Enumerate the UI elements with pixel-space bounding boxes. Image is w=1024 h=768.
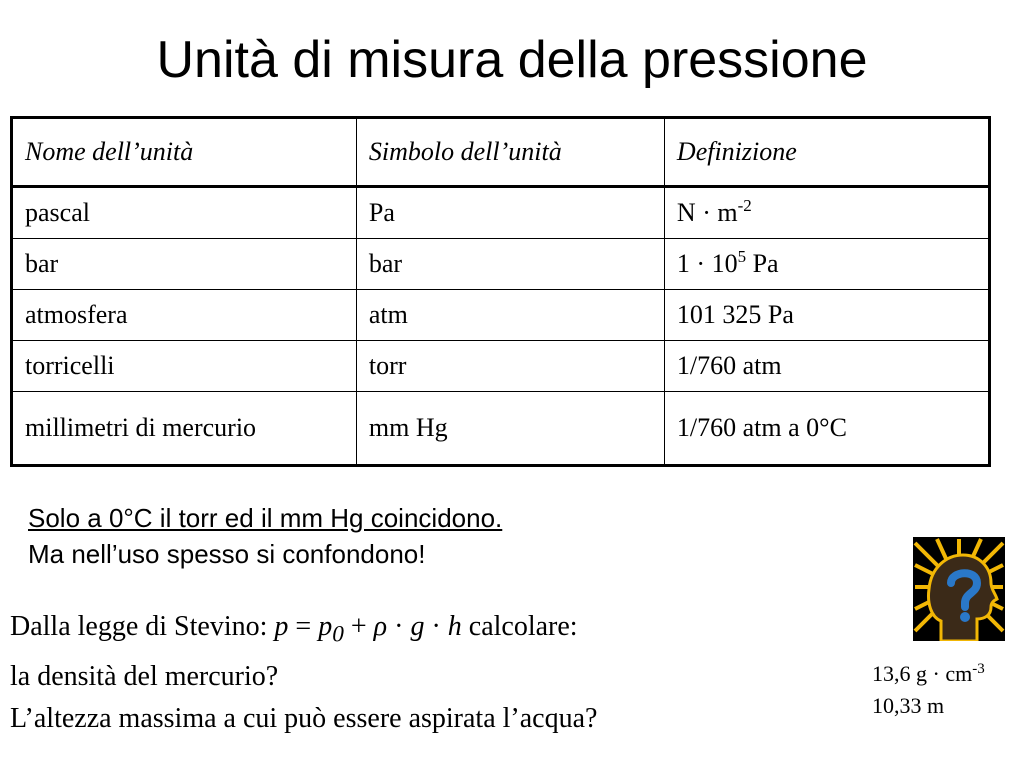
header-definition: Definizione bbox=[664, 118, 989, 187]
answer-1 bbox=[872, 658, 985, 690]
formula-p0-subscript-text: 0 bbox=[332, 621, 344, 648]
unit-symbol: torr bbox=[356, 341, 664, 392]
unit-definition bbox=[664, 290, 989, 341]
formula-equals: = bbox=[288, 611, 319, 642]
unit-name: bar bbox=[12, 239, 357, 290]
table-row bbox=[12, 239, 990, 290]
header-name: Nome dell’unità bbox=[12, 118, 357, 187]
note-line-2: Ma nell’uso spesso si confondono! bbox=[28, 539, 426, 569]
stevino-formula bbox=[274, 611, 462, 648]
formula-p: p bbox=[274, 611, 289, 642]
formula-dot-1: · bbox=[387, 611, 411, 642]
question-block bbox=[10, 606, 597, 740]
answer-2: 10,33 m bbox=[872, 693, 945, 718]
unit-name: atmosfera bbox=[12, 290, 357, 341]
table-row bbox=[12, 187, 990, 239]
definition-exponent: 5 bbox=[737, 247, 747, 266]
definition-exponent: -2 bbox=[737, 196, 752, 215]
table-row bbox=[12, 290, 990, 341]
unit-definition bbox=[664, 392, 989, 466]
table-row bbox=[12, 392, 990, 466]
definition-base: 1 · 10 bbox=[676, 249, 738, 278]
unit-definition bbox=[664, 239, 989, 290]
definition-base: N · m bbox=[676, 198, 738, 227]
question-line-3: L’altezza massima a cui può essere aspirata l’acqua? bbox=[10, 702, 598, 734]
table-header-row bbox=[12, 118, 990, 187]
note-block bbox=[28, 500, 502, 572]
question-head-graphic bbox=[913, 537, 1005, 641]
answer-1-exponent: -3 bbox=[972, 661, 985, 677]
unit-definition bbox=[664, 341, 989, 392]
table-row bbox=[12, 341, 990, 392]
formula-rho: ρ bbox=[373, 611, 388, 642]
formula-p0: p bbox=[318, 611, 333, 642]
definition-base: 1/760 atm bbox=[676, 351, 782, 380]
units-table bbox=[10, 116, 991, 467]
answers-block bbox=[872, 658, 985, 722]
slide-title: Unità di misura della pressione bbox=[156, 31, 868, 89]
formula-g: g bbox=[410, 611, 425, 642]
header-symbol: Simbolo dell’unità bbox=[356, 118, 664, 187]
unit-name: millimetri di mercurio bbox=[12, 392, 357, 466]
unit-symbol: bar bbox=[356, 239, 664, 290]
definition-base: 1/760 atm a 0°C bbox=[676, 413, 847, 442]
unit-symbol: mm Hg bbox=[356, 392, 664, 466]
formula-dot-2: · bbox=[424, 611, 448, 642]
formula-h: h bbox=[447, 611, 462, 642]
question-intro: Dalla legge di Stevino: bbox=[10, 611, 275, 642]
formula-p0-subscript bbox=[332, 622, 344, 648]
formula-plus: + bbox=[343, 611, 374, 642]
definition-tail: Pa bbox=[746, 249, 779, 278]
question-line-1 bbox=[10, 606, 597, 656]
answer-1-base: 13,6 g · cm bbox=[872, 661, 973, 686]
unit-name: pascal bbox=[12, 187, 357, 239]
unit-symbol: Pa bbox=[356, 187, 664, 239]
unit-name: torricelli bbox=[12, 341, 357, 392]
unit-definition bbox=[664, 187, 989, 239]
note-line-1: Solo a 0°C il torr ed il mm Hg coincidono. bbox=[28, 503, 503, 533]
question-line-2: la densità del mercurio? bbox=[10, 660, 279, 692]
definition-base: 101 325 Pa bbox=[676, 300, 794, 329]
question-outro: calcolare: bbox=[461, 611, 578, 642]
unit-symbol: atm bbox=[356, 290, 664, 341]
question-head-icon bbox=[913, 537, 1005, 641]
